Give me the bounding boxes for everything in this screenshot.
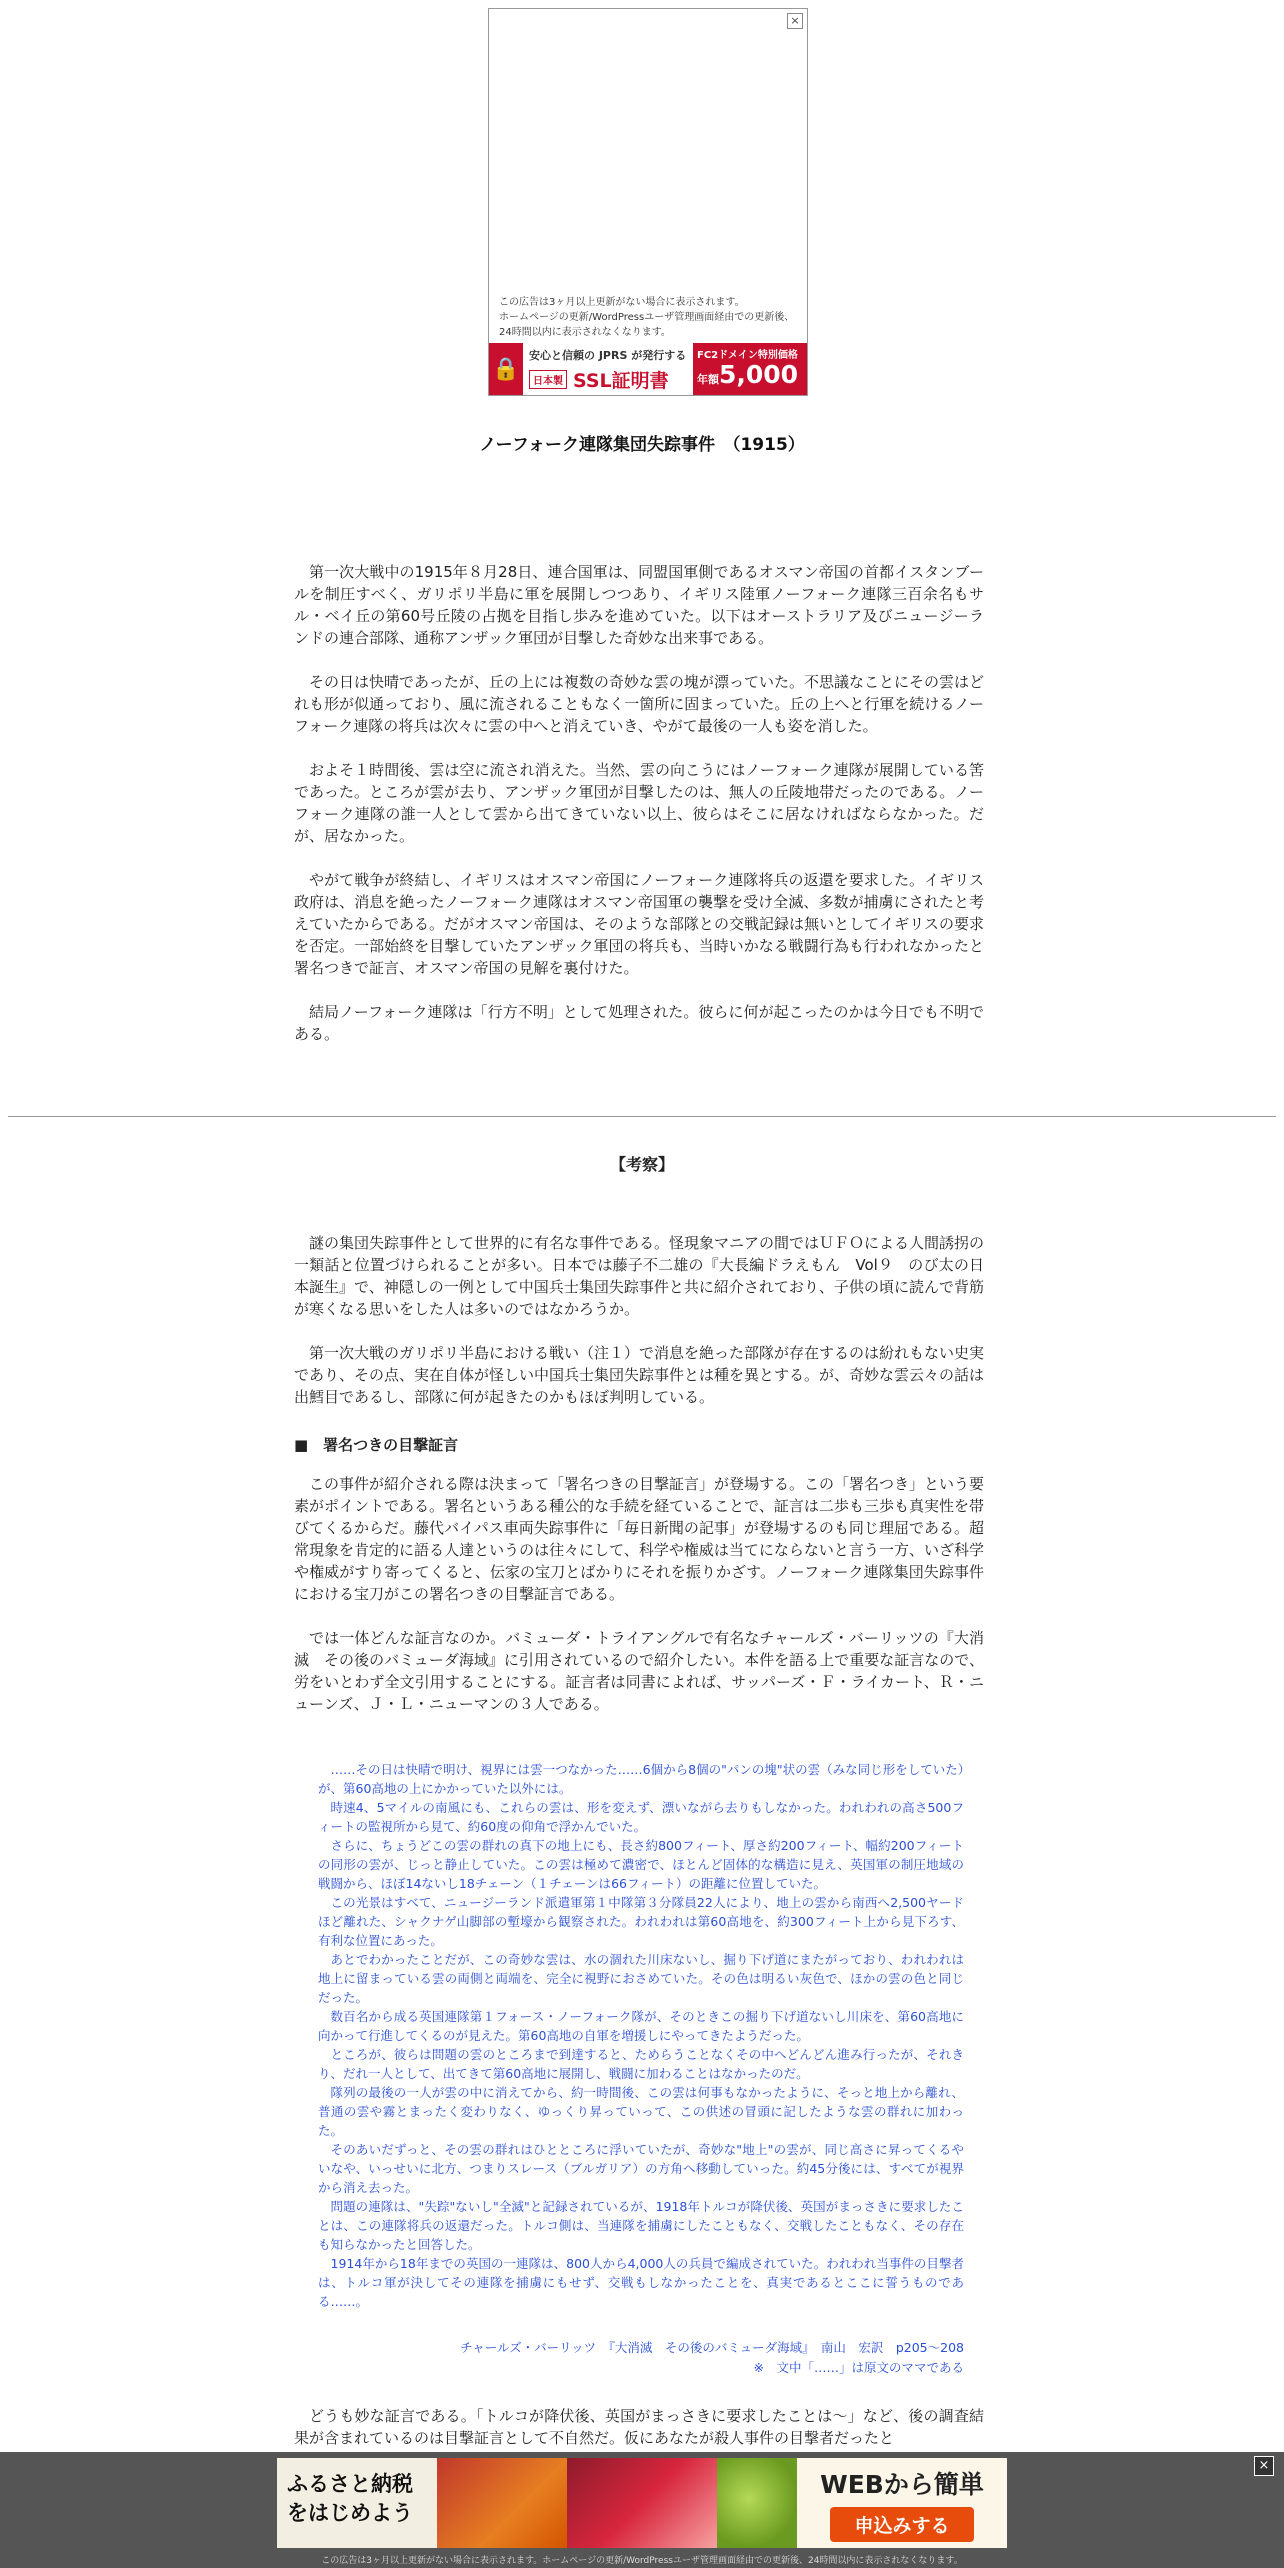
quote-paragraph: あとでわかったことだが、この奇妙な雲は、水の涸れた川床ないし、掘り下げ道にまたがっており、われわれは地上に留まっている雲の両側と両端を、完全に視野におさめていた。その色は明るい灰色で、ほかの雲の色と同じだった。 (318, 1952, 964, 2005)
banner-line1: 安心と信頼の JPRS が発行する (529, 349, 687, 362)
apply-button[interactable]: 申込みする (830, 2507, 973, 2542)
price-unit: 円 (697, 406, 708, 419)
after-quote-paragraph: どうも妙な証言である。「トルコが降伏後、英国がまっさきに要求したことは～」など、後の調査結果が含まれているのは目撃証言として不自然だ。仮にあなたが殺人事件の目撃者だったと (294, 2407, 984, 2447)
banner-price (693, 343, 807, 419)
ad-notice-line: この広告は3ヶ月以上更新がない場合に表示されます。 (499, 297, 745, 308)
story-body (294, 561, 984, 1045)
ssl-label: SSL証明書 (573, 370, 669, 392)
banner-middle (523, 343, 693, 395)
made-in-japan-badge: 日本製 (529, 370, 567, 389)
page-title: ノーフォーク連隊集団失踪事件 （1915） (479, 435, 805, 455)
consideration-heading: 【考察】 (609, 1155, 674, 1174)
quote-paragraph: ところが、彼らは問題の雲のところまで到達すると、ためらうことなくその中へどんどん進み行ったが、それきり、だれ一人として、出てきて第60高地に展開し、戦闘に加わることはなかったのだ。 (318, 2047, 964, 2081)
quote-paragraph: そのあいだずっと、その雲の群れはひとところに浮いていたが、奇妙な"地上"の雲が、同じ高さに昇ってくるやいなや、いっせいに北方、つまりスレース（ブルガリア）の方角へ移動していった。約45分後には、すべてが視界から消え去った。 (318, 2142, 964, 2195)
testimony-paragraph: この事件が紹介される際は決まって「署名つきの目撃証言」が登場する。この「署名つき」という要素がポイントである。署名というある種公的な手続を経ていることで、証言は二歩も三歩も真実性を帯びてくるからだ。藤代バイパス車両失踪事件に「毎日新聞の記事」が登場するのも同じ理屈である。超常現象を肯定的に語る人達というのは往々にして、科学や権威は当てにならないと言う一方、いざ科学や権威がすり寄ってくると、伝家の宝刀とばかりにそれを振りかざす。ノーフォーク連隊集団失踪事件における宝刀がこの署名つきの目撃証言である。 (294, 1475, 985, 1603)
consideration-paragraph: 第一次大戦のガリポリ半島における戦い（注１）で消息を絶った部隊が存在するのは紛れもない史実であり、その点、実在自体が怪しい中国兵士集団失踪事件とは種を異とする。が、奇妙な雲云々の話は出鱈目であるし、部隊に何が起きたのかもほぼ判明している。 (294, 1344, 985, 1406)
citation (318, 2338, 964, 2378)
subheading: ■ 署名つきの目撃証言 (294, 1436, 459, 1454)
top-advertisement[interactable] (488, 8, 808, 419)
testimony-paragraph: では一体どんな証言なのか。バミューダ・トライアングルで有名なチャールズ・バーリッツの『大消滅 その後のバミューダ海域』に引用されているので紹介したい。本件を語る上で重要な証言なので、労をいとわず全文引用することにする。証言者は同書によれば、サッパーズ・Ｆ・ライカート、Ｒ・ニューンズ、Ｊ・Ｌ・ニューマンの３人である。 (294, 1629, 984, 1713)
quote-paragraph: この光景はすべて、ニュージーランド派遣軍第１中隊第３分隊員22人により、地上の雲から南西へ2,500ヤードほど離れた、シャクナゲ山脚部の塹壕から観察された。われわれは第60高地を、約300フィート上から見下ろす、有利な位置にあった。 (318, 1895, 964, 1948)
ad-close-icon[interactable]: × (787, 13, 803, 29)
crab-image (437, 2458, 567, 2548)
banner-web-text: WEBから簡単 (820, 2469, 984, 2499)
citation-note: ※ 文中「……」は原文のママである (753, 2360, 964, 2375)
quote-paragraph: ……その日は快晴で明け、視界には雲一つなかった……6個から8個の"パンの塊"状の雲（みな同じ形をしていた）が、第60高地の上にかかっていた以外には。 (318, 1762, 964, 1796)
after-quote-body (294, 2405, 984, 2449)
section-divider (8, 1116, 1276, 1117)
citation-source: チャールズ・バーリッツ 『大消滅 その後のバミューダ海域』 南山 宏訳 p205～208 (460, 2340, 964, 2355)
testimony-body (294, 1473, 984, 1715)
quote-paragraph: 数百名から成る英国連隊第１フォース・ノーフォーク隊が、そのときこの掘り下げ道ないし川床を、第60高地に向かって行進してくるのが見えた。第60高地の自軍を増援しにやってきたようだった。 (318, 2009, 964, 2043)
grape-image (717, 2458, 797, 2548)
quote-paragraph: 隊列の最後の一人が雲の中に消えてから、約一時間後、この雲は何事もなかったように、そっと地上から離れ、普通の雲や霧とまったく変わりなく、ゆっくり昇っていって、この供述の冒頭に記したような雲の群れに加わった。 (318, 2085, 964, 2138)
story-paragraph: およそ１時間後、雲は空に流され消えた。当然、雲の向こうにはノーフォーク連隊が展開している筈であった。ところが雲が去り、アンザック軍団が目撃したのは、無人の丘陵地帯だったのである。ノーフォーク連隊の誰一人として雲から出てきていない以上、彼らはそこに居なければならなかった。だが、居なかった。 (294, 761, 984, 845)
quote-paragraph: 問題の連隊は、"失踪"ないし"全滅"と記録されているが、1918年トルコが降伏後、英国がまっさきに要求したことは、この連隊将兵の返還だった。トルコ側は、当連隊を捕虜にしたこともなく、交戦したこともなく、その存在も知らなかったと回答した。 (318, 2199, 964, 2252)
story-paragraph: 結局ノーフォーク連隊は「行方不明」として処理された。彼らに何が起こったのかは今日でも不明である。 (294, 1003, 984, 1043)
consideration-body (294, 1232, 984, 1408)
ad-notice (499, 295, 799, 340)
consideration-paragraph: 謎の集団失踪事件として世界的に有名な事件である。怪現象マニアの間ではＵＦＯによる人間誘拐の一類話と位置づけられることが多い。日本では藤子不二雄の『大長編ドラえもん Vol９ のび太の日本誕生』で、神隠しの一例として中国兵士集団失踪事件と共に紹介されており、子供の頃に読んで背筋が寒くなる思いをした人は多いのではなかろうか。 (294, 1234, 985, 1318)
story-paragraph: その日は快晴であったが、丘の上には複数の奇妙な雲の塊が漂っていた。不思議なことにその雲はどれも形が似通っており、風に流されることもなく一箇所に固まっていた。丘の上へと行軍を続けるノーフォーク連隊の将兵は次々に雲の中へと消えていき、やがて最後の一人も姿を消した。 (294, 673, 984, 735)
price-value: 5,000 (719, 360, 799, 389)
ssl-banner[interactable] (489, 343, 807, 419)
furusato-banner[interactable] (277, 2458, 1007, 2548)
tuna-image (567, 2458, 717, 2548)
quote-paragraph: さらに、ちょうどこの雲の群れの真下の地上にも、長さ約800フィート、厚さ約200フィート、幅約200フィートの同形の雲が、じっと静止していた。この雲は極めて濃密で、ほとんど固体的な構造に見え、英国軍の制圧地域の戦闘から、ほぼ14ないし18チェーン（１チェーンは66フィート）の距離に位置していた。 (318, 1838, 964, 1891)
ad-notice-line: 24時間以内に表示されなくなります。 (499, 327, 671, 338)
ad-notice-line: ホームページの更新/WordPressユーザ管理画面経由での更新後、 (499, 312, 795, 323)
price-prefix: 年額 (697, 373, 719, 386)
bottom-ad-notice: この広告は3ヶ月以上更新がない場合に表示されます。ホームページの更新/WordPressユーザ管理画面経由での更新後、24時間以内に表示されなくなります。 (321, 2556, 963, 2566)
quote-paragraph: 時速4、5マイルの南風にも、これらの雲は、形を変えず、漂いながら去りもしなかった。われわれの高さ500フィートの監視所から見て、約60度の仰角で浮かんでいた。 (318, 1800, 964, 1834)
lock-icon: 🔒 (489, 343, 523, 395)
quoted-testimony (318, 1760, 964, 2311)
price-label: FC2ドメイン特別価格 (697, 350, 798, 361)
quote-paragraph: 1914年から18年までの英国の一連隊は、800人から4,000人の兵員で編成されていた。われわれ当事件の目撃者は、トルコ軍が決してその連隊を捕虜にもせず、交戦もしなかったことを、真実であるとここに誓うものである……。 (318, 2256, 964, 2309)
banner-cta-area (797, 2458, 1007, 2548)
story-paragraph: 第一次大戦中の1915年８月28日、連合国軍は、同盟国軍側であるオスマン帝国の首都イスタンブールを制圧すべく、ガリポリ半島に軍を展開しつつあり、イギリス陸軍ノーフォーク連隊三百余名もサル・ベイ丘の第60号丘陵の占拠を目指し歩みを進めていた。以下はオーストラリア及びニュージーランドの連合部隊、通称アンザック軍団が目撃した奇妙な出来事である。 (294, 563, 984, 647)
bottom-advertisement[interactable] (0, 2452, 1284, 2568)
ad-close-icon[interactable]: × (1254, 2456, 1274, 2476)
story-paragraph: やがて戦争が終結し、イギリスはオスマン帝国にノーフォーク連隊将兵の返還を要求した。イギリス政府は、消息を絶ったノーフォーク連隊はオスマン帝国軍の襲撃を受け全滅、多数が捕虜にされたと考えていたからである。だがオスマン帝国は、そのような部隊との交戦記録は無いとしてイギリスの要求を否定。一部始終を目撃していたアンザック軍団の将兵も、当時いかなる戦闘行為も行われなかったと署名つきで証言、オスマン帝国の見解を裏付けた。 (294, 871, 984, 977)
banner-headline: ふるさと納税をはじめよう (277, 2458, 437, 2548)
